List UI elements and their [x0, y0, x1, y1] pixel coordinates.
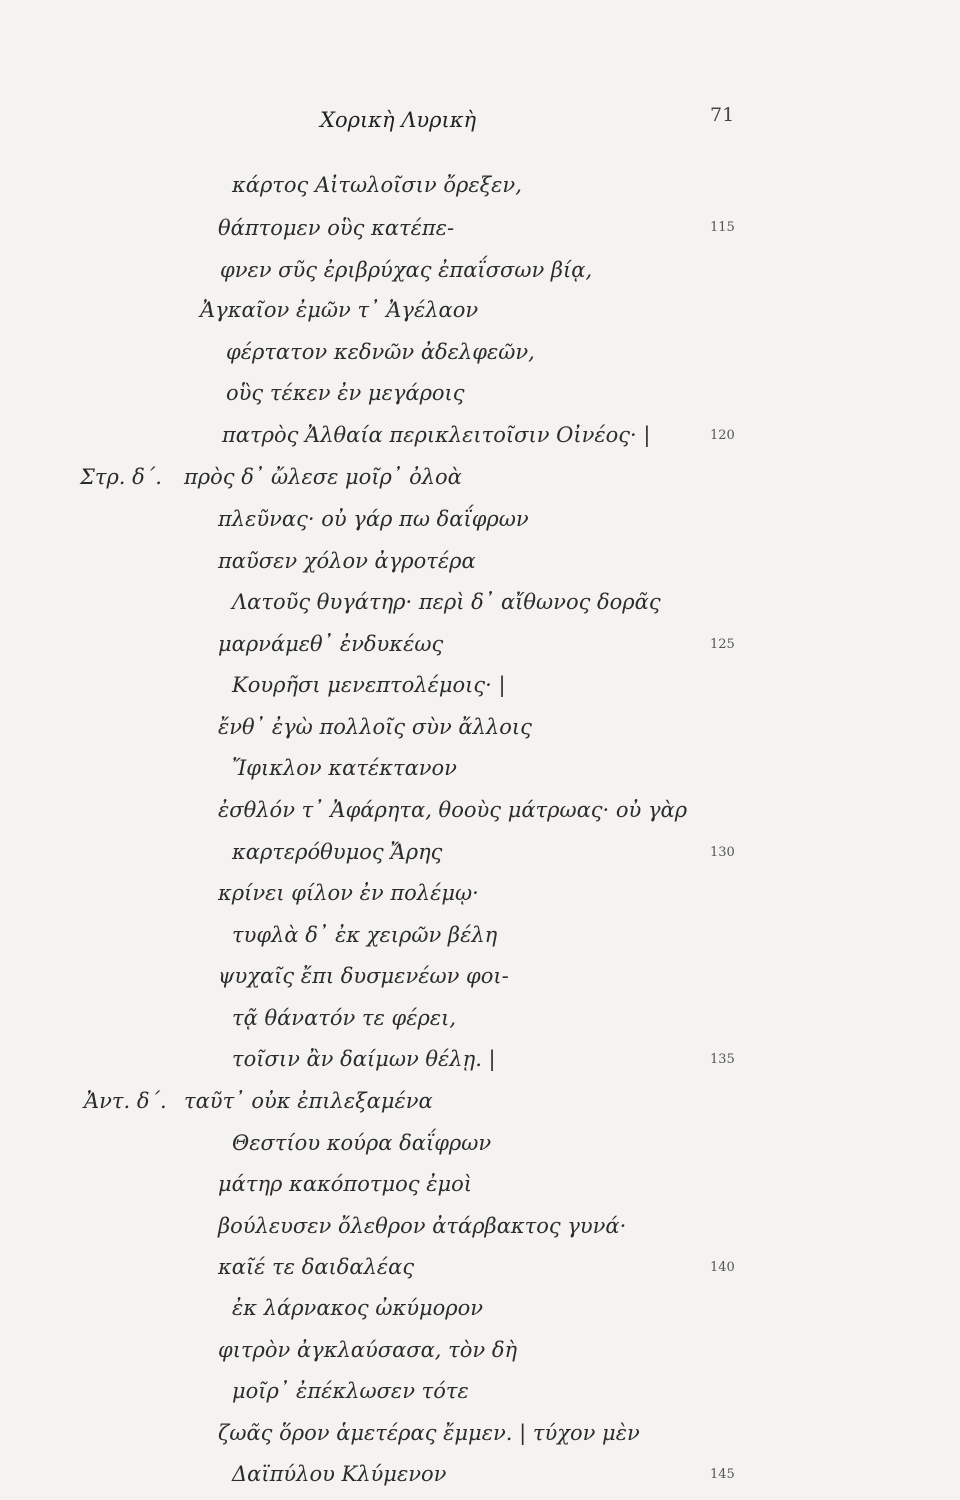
verse-line: καῖέ τε δαιδαλέας: [218, 1255, 415, 1279]
verse-line: οὓς τέκεν ἐν μεγάροις: [226, 381, 465, 405]
antistrophe-label: Ἀντ. δ΄.: [84, 1089, 167, 1113]
verse-line: φνεν σῦς ἐριβρύχας ἐπαΐσσων βίᾳ,: [220, 258, 593, 282]
verse-line: ἐκ λάρνακος ὠκύμορον: [232, 1296, 484, 1320]
verse-line: Δαϊπύλου Κλύμενον: [232, 1462, 447, 1486]
verse-line: Ἴφικλον κατέκτανον: [232, 756, 457, 780]
strophe-label: Στρ. δ΄.: [80, 465, 162, 489]
line-number: 115: [710, 220, 735, 235]
verse-line: Ἀγκαῖον ἐμῶν τ᾽ Ἀγέλαον: [200, 298, 479, 322]
verse-line: κάρτος Αἰτωλοῖσιν ὄρεξεν,: [232, 173, 522, 197]
line-number: 140: [710, 1260, 735, 1275]
verse-line: κρίνει φίλον ἐν πολέμῳ·: [218, 881, 479, 905]
verse-line: ἔνθ᾽ ἐγὼ πολλοῖς σὺν ἄλλοις: [218, 715, 532, 739]
verse-line: μαρνάμεθ᾽ ἐνδυκέως: [218, 632, 444, 656]
verse-line: φέρτατον κεδνῶν ἀδελφεῶν,: [226, 340, 535, 364]
line-number: 125: [710, 637, 735, 652]
verse-line: ἐσθλόν τ᾽ Ἀφάρητα, θοοὺς μάτρωας· οὐ γὰρ: [218, 798, 688, 822]
verse-line: ταῦτ᾽ οὐκ ἐπιλεξαμένα: [184, 1089, 433, 1113]
verse-line: Κουρῆσι μενεπτολέμοις· |: [232, 673, 506, 697]
verse-line: τᾷ θάνατόν τε φέρει,: [232, 1006, 457, 1030]
line-number: 120: [710, 428, 735, 443]
page-number: 71: [710, 104, 735, 126]
verse-line: Λατοῦς θυγάτηρ· περὶ δ᾽ αἴθωνος δορᾶς: [232, 590, 661, 614]
line-number: 135: [710, 1052, 735, 1067]
verse-line: βούλευσεν ὄλεθρον ἀτάρβακτος γυνά·: [218, 1214, 627, 1238]
verse-line: μάτηρ κακόποτμος ἐμοὶ: [218, 1172, 472, 1196]
verse-line: Θεστίου κούρα δαΐφρων: [232, 1131, 492, 1155]
line-number: 130: [710, 845, 735, 860]
verse-line: πλεῦνας· οὐ γάρ πω δαΐφρων: [218, 507, 529, 531]
running-head: Χορικὴ Λυρικὴ: [320, 108, 477, 132]
verse-line: τοῖσιν ἂν δαίμων θέλῃ. |: [232, 1047, 496, 1071]
verse-line: παῦσεν χόλον ἀγροτέρα: [218, 549, 476, 573]
verse-line: καρτερόθυμος Ἄρης: [232, 840, 443, 864]
verse-line: πρὸς δ᾽ ὤλεσε μοῖρ᾽ ὀλοὰ: [184, 465, 462, 489]
verse-line: πατρὸς Ἀλθαία περικλειτοῖσιν Οἰνέος· |: [222, 423, 651, 447]
verse-line: τυφλὰ δ᾽ ἐκ χειρῶν βέλη: [232, 923, 498, 947]
line-number: 145: [710, 1467, 735, 1482]
verse-line: ψυχαῖς ἔπι δυσμενέων φοι-: [218, 964, 509, 988]
verse-line: μοῖρ᾽ ἐπέκλωσεν τότε: [232, 1379, 469, 1403]
verse-line: φιτρὸν ἀγκλαύσασα, τὸν δὴ: [218, 1338, 518, 1362]
verse-line: ζωᾶς ὅρον ἁμετέρας ἔμμεν. | τύχον μὲν: [218, 1421, 640, 1445]
verse-line: θάπτομεν οὓς κατέπε-: [218, 216, 455, 240]
